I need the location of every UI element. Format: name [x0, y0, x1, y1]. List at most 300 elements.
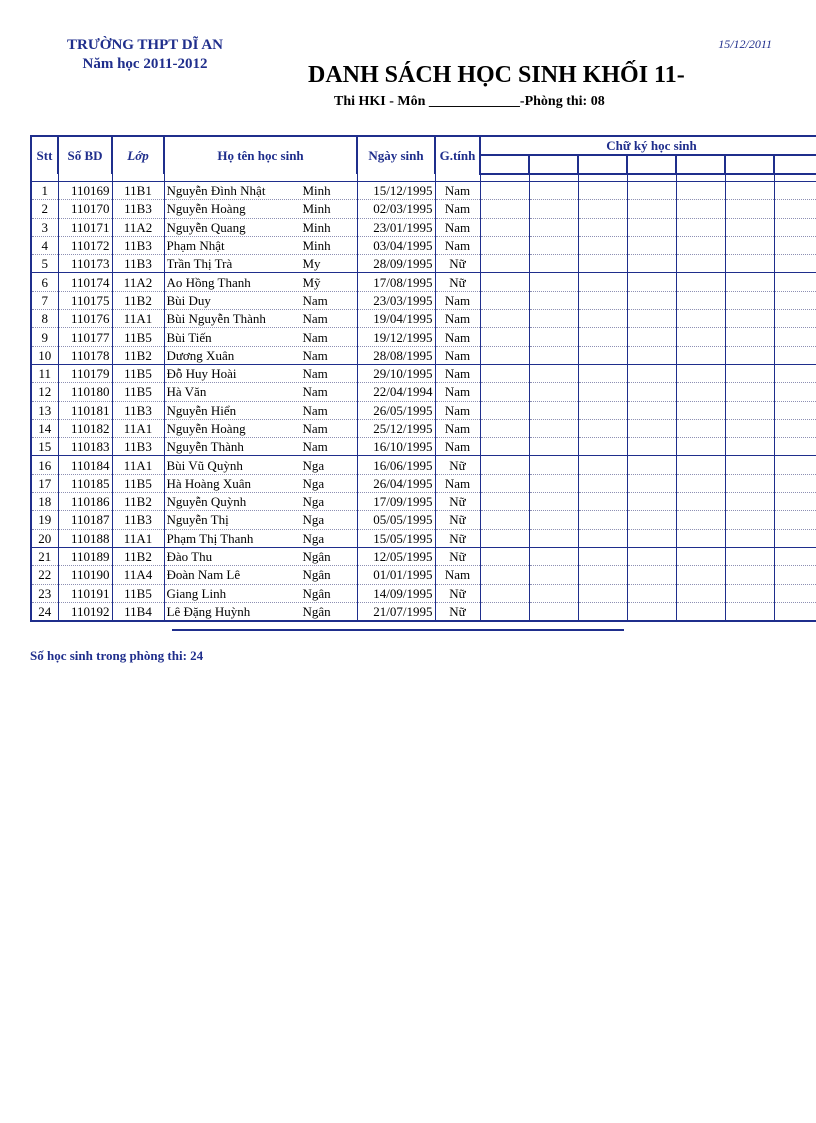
cell-sbd: 110173 — [58, 255, 112, 273]
signature-cell[interactable] — [774, 182, 816, 200]
signature-cell[interactable] — [529, 456, 578, 474]
signature-cell[interactable] — [627, 584, 676, 602]
signature-cell[interactable] — [480, 182, 529, 200]
signature-cell[interactable] — [725, 200, 774, 218]
signature-cell[interactable] — [578, 273, 627, 291]
signature-cell[interactable] — [578, 401, 627, 419]
cell-name — [164, 511, 357, 529]
first-name: Nam — [302, 311, 328, 327]
signature-cell[interactable] — [725, 602, 774, 621]
cell-gender: Nam — [435, 291, 480, 309]
signature-cell[interactable] — [627, 218, 676, 236]
signature-cell[interactable] — [676, 200, 725, 218]
signature-cell[interactable] — [578, 364, 627, 382]
signature-cell[interactable] — [578, 291, 627, 309]
signature-cell[interactable] — [480, 364, 529, 382]
signature-cell[interactable] — [725, 291, 774, 309]
signature-cell[interactable] — [529, 236, 578, 254]
signature-cell[interactable] — [676, 438, 725, 456]
signature-cell[interactable] — [627, 401, 676, 419]
signature-cell[interactable] — [578, 255, 627, 273]
sig-sub-col — [578, 155, 627, 174]
signature-cell[interactable] — [578, 200, 627, 218]
signature-cell[interactable] — [627, 310, 676, 328]
signature-cell[interactable] — [774, 529, 816, 547]
first-name: Nam — [302, 402, 328, 418]
cell-name — [164, 200, 357, 218]
last-name: Phạm Nhật — [166, 238, 225, 254]
signature-cell[interactable] — [529, 383, 578, 401]
signature-cell[interactable] — [578, 493, 627, 511]
table-row — [31, 493, 816, 511]
signature-cell[interactable] — [725, 218, 774, 236]
cell-lop: 11A1 — [112, 419, 164, 437]
signature-cell[interactable] — [578, 602, 627, 621]
cell-name — [164, 419, 357, 437]
signature-cell[interactable] — [676, 401, 725, 419]
signature-cell[interactable] — [774, 291, 816, 309]
signature-cell[interactable] — [627, 328, 676, 346]
signature-cell[interactable] — [725, 273, 774, 291]
cell-dob: 28/09/1995 — [357, 255, 435, 273]
page-subtitle: Thi HKI - Môn _____________-Phòng thi: 08 — [334, 94, 605, 109]
cell-sbd: 110190 — [58, 566, 112, 584]
signature-cell[interactable] — [676, 511, 725, 529]
signature-cell[interactable] — [480, 328, 529, 346]
last-name: Ao Hồng Thanh — [166, 274, 251, 290]
cell-stt: 15 — [31, 438, 58, 456]
signature-cell[interactable] — [627, 529, 676, 547]
signature-cell[interactable] — [627, 493, 676, 511]
signature-cell[interactable] — [676, 364, 725, 382]
signature-cell[interactable] — [529, 273, 578, 291]
first-name: Nam — [302, 366, 328, 382]
signature-cell[interactable] — [774, 547, 816, 565]
cell-lop: 11B5 — [112, 364, 164, 382]
signature-cell[interactable] — [725, 401, 774, 419]
cell-dob: 05/05/1995 — [357, 511, 435, 529]
signature-cell[interactable] — [578, 438, 627, 456]
signature-cell[interactable] — [627, 419, 676, 437]
signature-cell[interactable] — [529, 310, 578, 328]
cell-dob: 23/03/1995 — [357, 291, 435, 309]
signature-cell[interactable] — [774, 310, 816, 328]
table-row — [31, 419, 816, 437]
signature-cell[interactable] — [725, 328, 774, 346]
signature-cell[interactable] — [578, 236, 627, 254]
table-row — [31, 383, 816, 401]
signature-cell[interactable] — [578, 328, 627, 346]
signature-cell[interactable] — [578, 310, 627, 328]
last-name: Lê Đặng Huỳnh — [166, 603, 251, 619]
cell-lop: 11B2 — [112, 346, 164, 364]
first-name: Ngân — [302, 567, 331, 583]
sig-sub-col — [676, 155, 725, 174]
signature-cell[interactable] — [627, 547, 676, 565]
signature-cell[interactable] — [676, 419, 725, 437]
signature-cell[interactable] — [529, 529, 578, 547]
signature-cell[interactable] — [480, 456, 529, 474]
cell-stt: 6 — [31, 273, 58, 291]
signature-cell[interactable] — [725, 529, 774, 547]
cell-gender: Nam — [435, 328, 480, 346]
signature-cell[interactable] — [676, 584, 725, 602]
cell-lop: 11B5 — [112, 474, 164, 492]
signature-cell[interactable] — [627, 602, 676, 621]
cell-dob: 15/12/1995 — [357, 182, 435, 200]
signature-cell[interactable] — [578, 218, 627, 236]
student-rows — [31, 174, 816, 621]
signature-cell[interactable] — [627, 346, 676, 364]
signature-cell[interactable] — [676, 346, 725, 364]
signature-cell[interactable] — [725, 584, 774, 602]
signature-cell[interactable] — [725, 547, 774, 565]
signature-cell[interactable] — [578, 584, 627, 602]
cell-gender: Nữ — [435, 547, 480, 565]
cell-stt: 10 — [31, 346, 58, 364]
table-row — [31, 547, 816, 565]
signature-cell[interactable] — [725, 346, 774, 364]
signature-cell[interactable] — [529, 346, 578, 364]
signature-cell[interactable] — [725, 493, 774, 511]
signature-cell[interactable] — [627, 566, 676, 584]
signature-cell[interactable] — [578, 566, 627, 584]
signature-cell[interactable] — [480, 310, 529, 328]
signature-cell[interactable] — [480, 474, 529, 492]
cell-name — [164, 547, 357, 565]
signature-cell[interactable] — [627, 236, 676, 254]
last-name: Đỗ Huy Hoài — [166, 366, 237, 382]
signature-cell[interactable] — [774, 218, 816, 236]
cell-name — [164, 236, 357, 254]
signature-cell[interactable] — [480, 291, 529, 309]
signature-cell[interactable] — [627, 273, 676, 291]
signature-cell[interactable] — [774, 346, 816, 364]
last-name: Nguyễn Đình Nhật — [166, 183, 266, 199]
cell-lop: 11A2 — [112, 273, 164, 291]
signature-cell[interactable] — [676, 273, 725, 291]
cell-gender: Nam — [435, 200, 480, 218]
cell-name — [164, 529, 357, 547]
signature-cell[interactable] — [676, 566, 725, 584]
cell-lop: 11B3 — [112, 438, 164, 456]
table-row — [31, 200, 816, 218]
signature-cell[interactable] — [725, 236, 774, 254]
signature-cell[interactable] — [774, 584, 816, 602]
signature-cell[interactable] — [578, 346, 627, 364]
table-row — [31, 401, 816, 419]
signature-cell[interactable] — [480, 419, 529, 437]
signature-cell[interactable] — [774, 383, 816, 401]
cell-name — [164, 584, 357, 602]
cell-stt: 17 — [31, 474, 58, 492]
cell-dob: 26/04/1995 — [357, 474, 435, 492]
signature-cell[interactable] — [480, 438, 529, 456]
cell-sbd: 110170 — [58, 200, 112, 218]
signature-cell[interactable] — [676, 291, 725, 309]
cell-stt: 12 — [31, 383, 58, 401]
signature-cell[interactable] — [480, 383, 529, 401]
signature-cell[interactable] — [774, 566, 816, 584]
cell-dob: 19/04/1995 — [357, 310, 435, 328]
signature-cell[interactable] — [676, 493, 725, 511]
signature-cell[interactable] — [529, 182, 578, 200]
signature-cell[interactable] — [480, 200, 529, 218]
header-spacer — [31, 174, 816, 182]
signature-cell[interactable] — [725, 456, 774, 474]
signature-cell[interactable] — [725, 438, 774, 456]
cell-stt: 4 — [31, 236, 58, 254]
signature-cell[interactable] — [774, 438, 816, 456]
signature-cell[interactable] — [480, 401, 529, 419]
cell-sbd: 110189 — [58, 547, 112, 565]
cell-name — [164, 566, 357, 584]
cell-gender: Nữ — [435, 584, 480, 602]
cell-name — [164, 346, 357, 364]
signature-cell[interactable] — [480, 547, 529, 565]
signature-cell[interactable] — [480, 273, 529, 291]
table-row — [31, 328, 816, 346]
signature-cell[interactable] — [529, 438, 578, 456]
cell-sbd: 110172 — [58, 236, 112, 254]
first-name: Nam — [302, 384, 328, 400]
signature-cell[interactable] — [627, 511, 676, 529]
cell-lop: 11B5 — [112, 328, 164, 346]
signature-cell[interactable] — [676, 236, 725, 254]
signature-cell[interactable] — [774, 236, 816, 254]
table-row — [31, 236, 816, 254]
last-name: Nguyễn Hoàng — [166, 201, 246, 217]
cell-gender: Nữ — [435, 493, 480, 511]
signature-cell[interactable] — [627, 255, 676, 273]
table-row — [31, 364, 816, 382]
cell-sbd: 110181 — [58, 401, 112, 419]
col-gender: G.tính — [435, 136, 480, 174]
signature-cell[interactable] — [480, 218, 529, 236]
cell-dob: 01/01/1995 — [357, 566, 435, 584]
cell-sbd: 110175 — [58, 291, 112, 309]
cell-gender: Nam — [435, 419, 480, 437]
signature-cell[interactable] — [529, 401, 578, 419]
signature-cell[interactable] — [578, 456, 627, 474]
signature-cell[interactable] — [627, 182, 676, 200]
signature-cell[interactable] — [774, 602, 816, 621]
table-row — [31, 255, 816, 273]
signature-cell[interactable] — [480, 255, 529, 273]
signature-cell[interactable] — [529, 566, 578, 584]
col-dob: Ngày sinh — [357, 136, 435, 174]
cell-dob: 02/03/1995 — [357, 200, 435, 218]
cell-dob: 14/09/1995 — [357, 584, 435, 602]
signature-cell[interactable] — [480, 236, 529, 254]
cell-lop: 11A1 — [112, 456, 164, 474]
cell-lop: 11B1 — [112, 182, 164, 200]
signature-cell[interactable] — [529, 218, 578, 236]
first-name: Ngân — [302, 549, 331, 565]
cell-lop: 11B3 — [112, 511, 164, 529]
signature-cell[interactable] — [676, 218, 725, 236]
signature-cell[interactable] — [578, 383, 627, 401]
signature-cell[interactable] — [529, 511, 578, 529]
signature-cell[interactable] — [676, 328, 725, 346]
cell-stt: 21 — [31, 547, 58, 565]
first-name: Minh — [302, 201, 331, 217]
signature-cell[interactable] — [676, 182, 725, 200]
cell-sbd: 110188 — [58, 529, 112, 547]
signature-cell[interactable] — [725, 474, 774, 492]
table-row — [31, 291, 816, 309]
cell-lop: 11B4 — [112, 602, 164, 621]
last-name: Phạm Thị Thanh — [166, 530, 254, 546]
cell-name — [164, 493, 357, 511]
signature-cell[interactable] — [725, 364, 774, 382]
signature-cell[interactable] — [529, 200, 578, 218]
signature-cell[interactable] — [676, 474, 725, 492]
signature-cell[interactable] — [774, 200, 816, 218]
signature-cell[interactable] — [676, 529, 725, 547]
signature-cell[interactable] — [578, 547, 627, 565]
last-name: Nguyễn Hoàng — [166, 421, 246, 436]
signature-cell[interactable] — [578, 511, 627, 529]
table-row — [31, 474, 816, 492]
table-row — [31, 346, 816, 364]
signature-cell[interactable] — [774, 401, 816, 419]
col-stt: Stt — [31, 136, 58, 174]
cell-stt: 20 — [31, 529, 58, 547]
signature-cell[interactable] — [627, 474, 676, 492]
signature-cell[interactable] — [529, 364, 578, 382]
signature-cell[interactable] — [774, 419, 816, 437]
first-name: Nga — [302, 530, 325, 546]
col-sbd: Số BD — [58, 136, 112, 174]
signature-cell[interactable] — [725, 419, 774, 437]
cell-name — [164, 438, 357, 456]
sig-sub-col — [529, 155, 578, 174]
last-name: Nguyễn Quỳnh — [166, 494, 247, 510]
student-count: Số học sinh trong phòng thi: 24 — [30, 648, 204, 663]
signature-cell[interactable] — [774, 456, 816, 474]
last-name: Đoàn Nam Lê — [166, 567, 241, 583]
signature-cell[interactable] — [627, 438, 676, 456]
cell-gender: Nam — [435, 383, 480, 401]
signature-cell[interactable] — [578, 182, 627, 200]
cell-stt: 3 — [31, 218, 58, 236]
signature-cell[interactable] — [627, 456, 676, 474]
signature-cell[interactable] — [529, 291, 578, 309]
signature-cell[interactable] — [725, 255, 774, 273]
signature-cell[interactable] — [480, 584, 529, 602]
signature-cell[interactable] — [627, 291, 676, 309]
signature-cell[interactable] — [480, 511, 529, 529]
cell-dob: 17/09/1995 — [357, 493, 435, 511]
signature-cell[interactable] — [529, 493, 578, 511]
cell-lop: 11B3 — [112, 401, 164, 419]
cell-dob: 16/10/1995 — [357, 438, 435, 456]
signature-cell[interactable] — [529, 474, 578, 492]
cell-name — [164, 273, 357, 291]
signature-cell[interactable] — [725, 566, 774, 584]
cell-name — [164, 474, 357, 492]
signature-cell[interactable] — [627, 383, 676, 401]
signature-cell[interactable] — [529, 419, 578, 437]
signature-cell[interactable] — [774, 328, 816, 346]
first-name: Ngân — [302, 585, 331, 601]
signature-cell[interactable] — [529, 584, 578, 602]
first-name: Nam — [302, 421, 328, 436]
signature-cell[interactable] — [676, 310, 725, 328]
signature-cell[interactable] — [725, 310, 774, 328]
last-name: Bùi Tiến — [166, 329, 212, 345]
signature-cell[interactable] — [529, 547, 578, 565]
first-name: Nam — [302, 347, 328, 363]
divider-line — [172, 629, 624, 631]
signature-cell[interactable] — [529, 255, 578, 273]
signature-cell[interactable] — [676, 255, 725, 273]
sig-sub-col — [725, 155, 774, 174]
first-name: Nam — [302, 292, 328, 308]
cell-dob: 17/08/1995 — [357, 273, 435, 291]
cell-lop: 11A4 — [112, 566, 164, 584]
school-name: TRƯỜNG THPT DĨ AN — [67, 37, 223, 53]
signature-cell[interactable] — [578, 529, 627, 547]
table-row — [31, 602, 816, 621]
signature-cell[interactable] — [774, 364, 816, 382]
signature-cell[interactable] — [676, 456, 725, 474]
last-name: Nguyễn Thành — [166, 439, 244, 455]
signature-cell[interactable] — [774, 474, 816, 492]
signature-cell[interactable] — [578, 474, 627, 492]
cell-sbd: 110171 — [58, 218, 112, 236]
signature-cell[interactable] — [480, 602, 529, 621]
signature-cell[interactable] — [529, 602, 578, 621]
signature-cell[interactable] — [627, 364, 676, 382]
signature-cell[interactable] — [774, 255, 816, 273]
last-name: Bùi Nguyễn Thành — [166, 311, 266, 327]
first-name: Minh — [302, 219, 331, 235]
cell-lop: 11B2 — [112, 493, 164, 511]
table-row — [31, 438, 816, 456]
signature-cell[interactable] — [676, 547, 725, 565]
cell-name — [164, 218, 357, 236]
signature-cell[interactable] — [774, 511, 816, 529]
signature-cell[interactable] — [725, 511, 774, 529]
last-name: Đào Thu — [166, 549, 213, 565]
cell-name — [164, 291, 357, 309]
signature-cell[interactable] — [529, 328, 578, 346]
cell-lop: 11A2 — [112, 218, 164, 236]
cell-stt: 11 — [31, 364, 58, 382]
signature-cell[interactable] — [480, 493, 529, 511]
table-row — [31, 529, 816, 547]
signature-cell[interactable] — [480, 529, 529, 547]
cell-lop: 11B2 — [112, 291, 164, 309]
signature-cell[interactable] — [578, 419, 627, 437]
signature-cell[interactable] — [725, 182, 774, 200]
cell-stt: 24 — [31, 602, 58, 621]
cell-name — [164, 255, 357, 273]
last-name: Giang Linh — [166, 585, 227, 601]
signature-cell[interactable] — [627, 200, 676, 218]
sig-sub-col — [627, 155, 676, 174]
signature-cell[interactable] — [676, 383, 725, 401]
signature-cell[interactable] — [725, 383, 774, 401]
cell-sbd: 110178 — [58, 346, 112, 364]
signature-cell[interactable] — [774, 273, 816, 291]
signature-cell[interactable] — [480, 346, 529, 364]
signature-cell[interactable] — [774, 493, 816, 511]
signature-cell[interactable] — [480, 566, 529, 584]
signature-cell[interactable] — [676, 602, 725, 621]
